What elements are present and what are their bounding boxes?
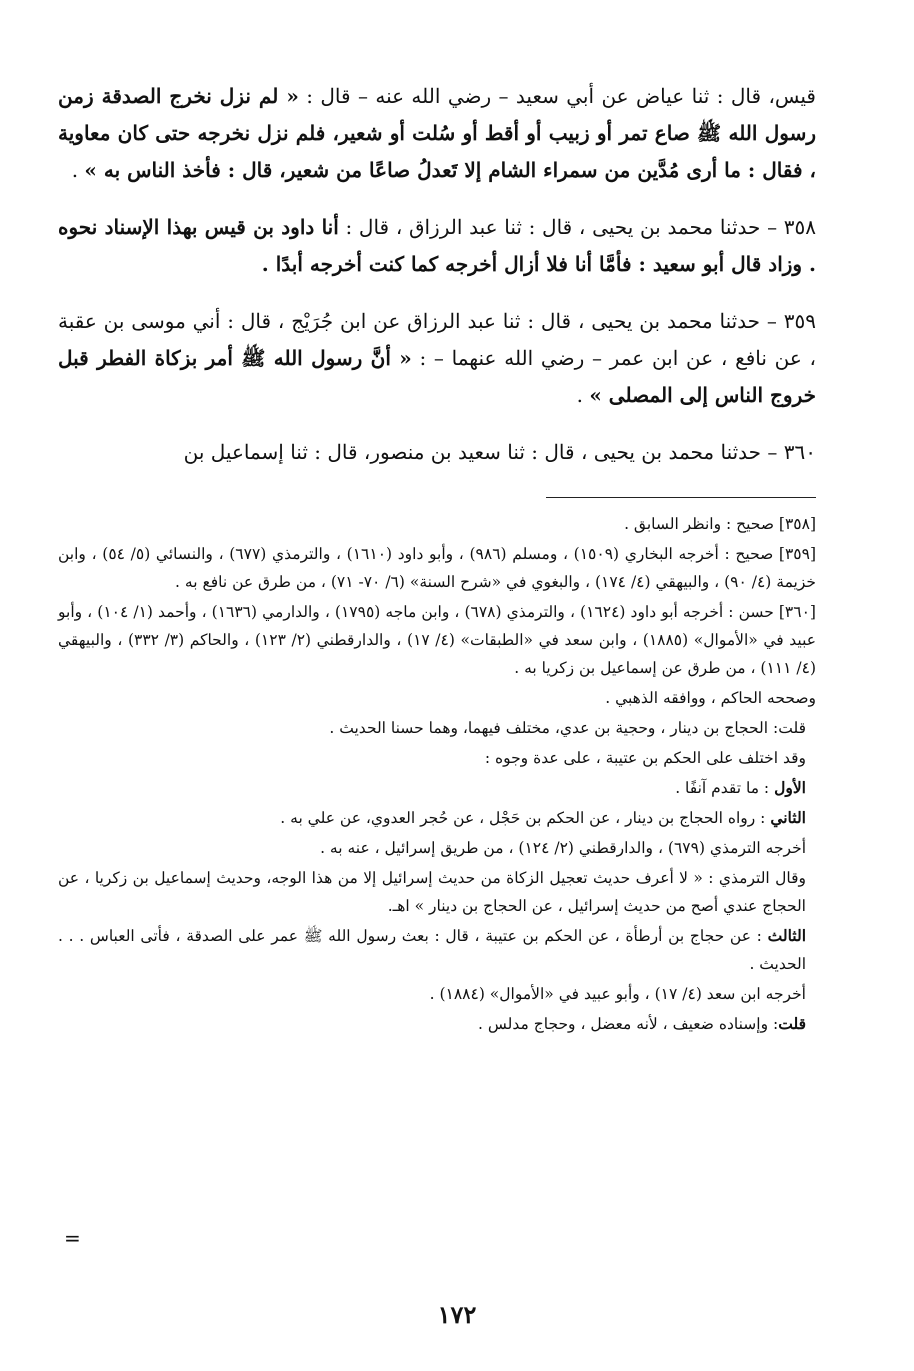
hadith-358-text: أنا داود بن قيس بهذا الإسناد نحوه . وزاد قال أبو سعيد : فأمَّا أنا فلا أزال أخرجه كما كنت أخرجه أبدًا . — [58, 215, 816, 276]
footnote-note-3: وقد اختلف على الحكم بن عتيبة ، على عدة وجوه : — [484, 749, 806, 767]
note-10-label: قلت — [778, 1014, 806, 1033]
paragraph-hadith-357-end — [58, 78, 816, 189]
paragraph-hadith-359 — [58, 303, 816, 414]
note-8-text: : عن حجاج بن أرطأة ، عن الحكم بن عتيبة ، قال : بعث رسول الله ﷺ عمر على الصدقة ، فأتى العباس . . . الحديث . — [58, 927, 806, 973]
page-number: ١٧٢ — [437, 1300, 477, 1329]
footnote-note-8 — [58, 922, 816, 978]
footnote-note-6: أخرجه الترمذي (٦٧٩) ، والدارقطني (٢/ ١٢٤) ، من طريق إسرائيل ، عنه به . — [320, 839, 806, 857]
footnote-360: [٣٦٠] حسن : أخرجه أبو داود (١٦٢٤) ، والترمذي (٦٧٨) ، وابن ماجه (١٧٩٥) ، والدارمي (١٦٣٦) ، وأحمد (١/ ١٠٤) ، وأبو عبيد في «الأموال» (١٨٨٥) ، وابن سعد في «الطبقات» (٤/ ١٧) ، والدارقطني (٢/ ١٢٣) ، والحاكم (٣/ ٣٣٢) ، والبيهقي (٤/ ١١١) ، من طرق عن إسماعيل بن زكريا به . — [58, 603, 816, 677]
footnote-separator — [546, 497, 816, 498]
note-4-label: الأول — [774, 778, 806, 797]
note-8-label: الثالث — [767, 926, 806, 945]
note-10-text: : وإسناده ضعيف ، لأنه معضل ، وحجاج مدلس . — [478, 1015, 779, 1033]
footnote-note-4 — [58, 774, 816, 802]
hadith-357-text: « لم نزل نخرج الصدقة زمن رسول الله ﷺ صاع تمر أو زبيب أو أقط أو سُلت أو شعير، فلم نزل نخرجه حتى كان معاوية ، فقال : ما أرى مُدَّين من سمراء الشام إلا تَعدلُ صاعًا من شعير، قال : فأخذ الناس به » — [58, 84, 816, 182]
note-4-text: : ما تقدم آنفًا . — [675, 779, 775, 797]
paragraph-hadith-358 — [58, 209, 816, 283]
hadith-359-chain: ٣٥٩ – حدثنا محمد بن يحيى ، قال : ثنا عبد الرزاق عن ابن جُرَيْج ، قال : أني موسى بن عقبة ، عن نافع ، عن ابن عمر – رضي الله عنهما – : — [58, 309, 816, 370]
footnote-note-9: أخرجه ابن سعد (٤/ ١٧) ، وأبو عبيد في «الأموال» (١٨٨٤) . — [429, 985, 806, 1003]
footnote-358: [٣٥٨] صحيح : وانظر السابق . — [624, 515, 816, 533]
footnote-note-5 — [58, 804, 816, 832]
page-body — [58, 78, 816, 1040]
footnote-359: [٣٥٩] صحيح : أخرجه البخاري (١٥٠٩) ، ومسلم (٩٨٦) ، وأبو داود (١٦١٠) ، والترمذي (٦٧٧) ، والنسائي (٥/ ٥٤) ، وابن خزيمة (٤/ ٩٠) ، والبيهقي (٤/ ١٧٤) ، والبغوي في «شرح السنة» (٦/ ٧٠- ٧١) ، من طرق عن نافع به . — [58, 545, 816, 591]
paragraph-hadith-360 — [58, 434, 816, 471]
note-5-text: : رواه الحجاج بن دينار ، عن الحكم بن حَجْل ، عن حُجر العدوي، عن علي به . — [280, 809, 771, 827]
hadith-359-end-punct: . — [576, 383, 590, 407]
note-5-label: الثاني — [770, 808, 806, 827]
hadith-357-end-punct: . — [71, 158, 85, 182]
hadith-358-chain: ٣٥٨ – حدثنا محمد بن يحيى ، قال : ثنا عبد الرزاق ، قال : — [338, 215, 816, 239]
footnote-note-10 — [58, 1010, 816, 1038]
footnote-note-7: وقال الترمذي : « لا أعرف حديث تعجيل الزكاة من حديث إسرائيل إلا من هذا الوجه، وحديث إسماعيل بن زكريا ، عن الحجاج عندي أصح من حديث إسرائيل ، عن الحجاج بن دينار » اهـ. — [58, 869, 806, 915]
continuation-mark: = — [64, 1226, 81, 1250]
hadith-359-text: « أنَّ رسول الله ﷺ أمر بزكاة الفطر قبل خروج الناس إلى المصلى » — [58, 346, 816, 407]
footnote-note-2: قلت: الحجاج بن دينار ، وحجية بن عدي، مختلف فيهما، وهما حسنا الحديث . — [329, 719, 806, 737]
hadith-360-chain: ٣٦٠ – حدثنا محمد بن يحيى ، قال : ثنا سعيد بن منصور، قال : ثنا إسماعيل بن — [183, 440, 816, 464]
footnote-note-1: وصححه الحاكم ، ووافقه الذهبي . — [605, 689, 816, 707]
hadith-357-chain: قيس، قال : ثنا عياض عن أبي سعيد – رضي الله عنه – قال : — [298, 84, 816, 108]
